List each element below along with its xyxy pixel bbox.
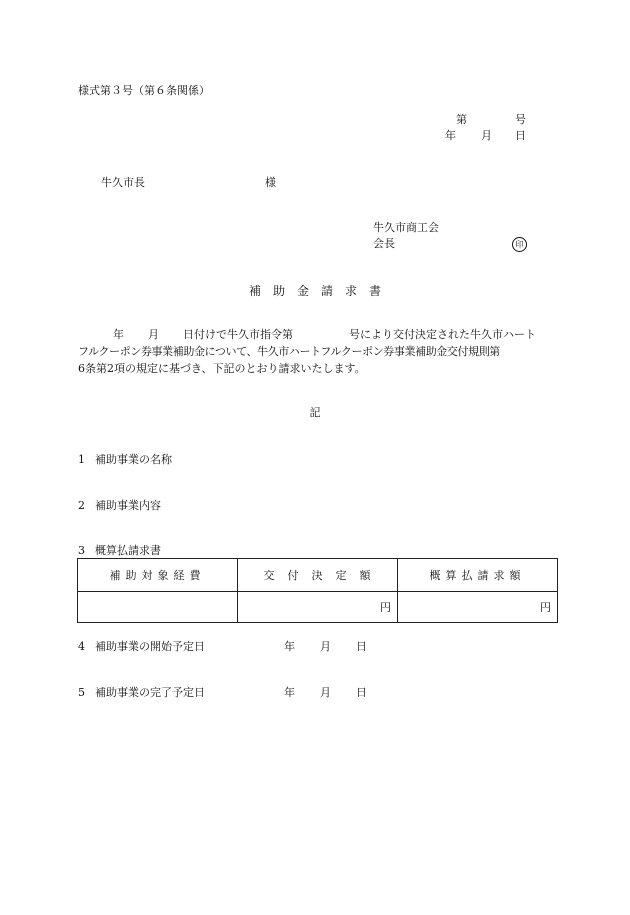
body-text-a: 日付けで牛久市指令第 — [183, 328, 293, 341]
body-month: 月 — [148, 328, 159, 341]
item-5-number: 5 — [78, 686, 85, 699]
document-title: 補 助 金 請 求 書 — [248, 284, 381, 298]
header-grant-decision-amount: 交 付 決 定 額 — [238, 559, 398, 592]
doc-number-prefix: 第 — [456, 113, 467, 126]
item-4-number: 4 — [78, 640, 85, 653]
body-line-2: フルクーポン券事業補助金について、牛久市ハートフルクーポン券事業補助金交付規則第 — [78, 345, 500, 358]
item-1-label: 補助事業の名称 — [95, 453, 172, 466]
item-4-month: 月 — [320, 640, 331, 653]
cell-grant-decision-amount: 円 — [238, 592, 398, 623]
sender-org: 牛久市商工会 — [373, 221, 439, 234]
date-month: 月 — [481, 129, 492, 142]
body-line-3: 6条第2項の規定に基づき、下記のとおり請求いたします。 — [78, 362, 366, 375]
item-5-month: 月 — [320, 686, 331, 699]
table-header-row — [78, 559, 558, 592]
item-2-number: 2 — [78, 499, 85, 512]
item-5-day: 日 — [356, 686, 367, 699]
item-1-number: 1 — [78, 453, 85, 466]
table-row — [78, 592, 558, 623]
addressee-honorific: 様 — [265, 176, 276, 189]
item-5-year: 年 — [284, 686, 295, 699]
item-3-label: 概算払請求書 — [95, 544, 161, 557]
item-5-label: 補助事業の完了予定日 — [95, 686, 205, 699]
advance-payment-table — [77, 558, 558, 623]
cell-advance-claim-amount: 円 — [398, 592, 558, 623]
header-advance-claim-amount: 概算払請求額 — [398, 559, 558, 592]
addressee-name: 牛久市長 — [101, 176, 145, 189]
ki-marker: 記 — [309, 406, 321, 419]
date-day: 日 — [515, 129, 526, 142]
seal-mark — [512, 237, 527, 252]
doc-number-suffix: 号 — [515, 113, 526, 126]
item-4-day: 日 — [356, 640, 367, 653]
seal-text: 印 — [512, 237, 527, 252]
cell-eligible-cost — [78, 592, 238, 623]
body-text-b: 号により交付決定された牛久市ハート — [349, 328, 536, 341]
header-eligible-cost: 補助対象経費 — [78, 559, 238, 592]
item-3-number: 3 — [78, 544, 85, 557]
sender-title: 会長 — [373, 237, 395, 250]
date-year: 年 — [445, 129, 456, 142]
item-2-label: 補助事業内容 — [95, 499, 161, 512]
item-4-label: 補助事業の開始予定日 — [95, 640, 205, 653]
form-label: 様式第３号（第６条関係） — [78, 84, 210, 97]
body-year: 年 — [113, 328, 124, 341]
item-4-year: 年 — [284, 640, 295, 653]
